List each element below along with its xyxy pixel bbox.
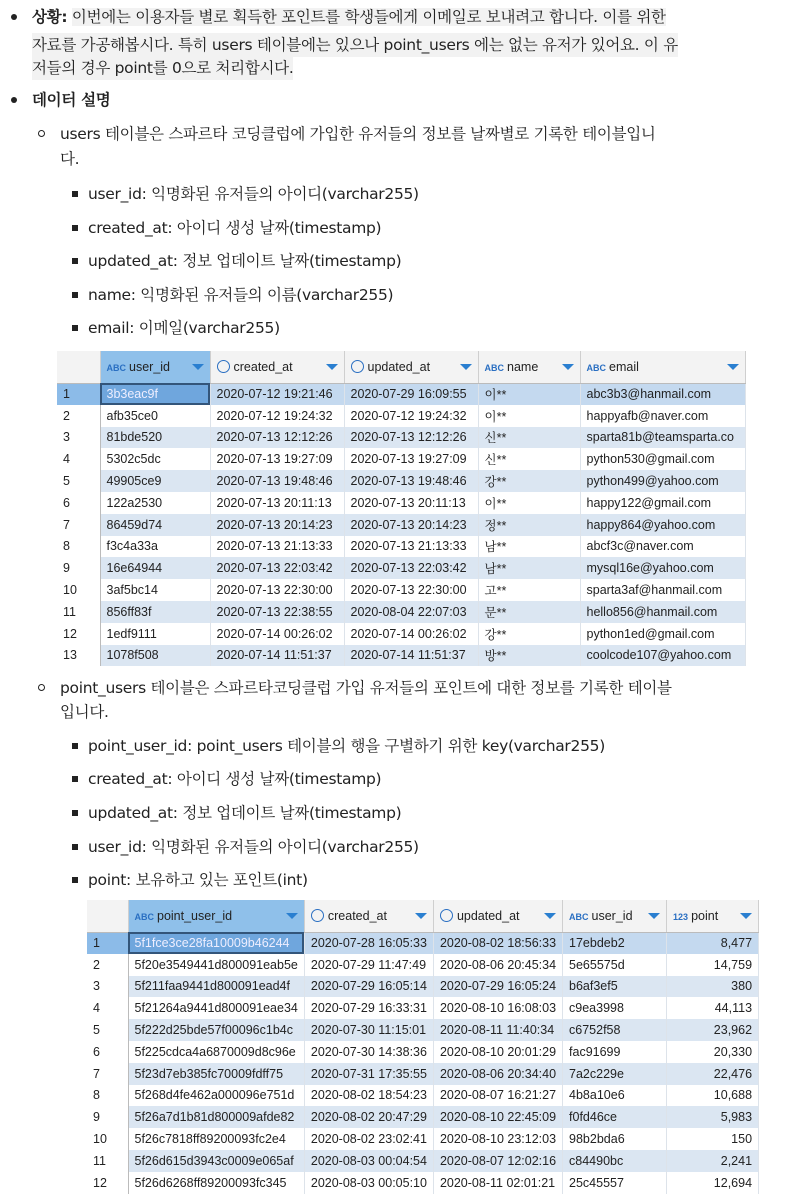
cell-updated-at[interactable]: 2020-07-13 19:27:09 (344, 448, 478, 470)
cell-point-user-id[interactable]: 5f23d7eb385fc70009fdff75 (128, 1063, 304, 1085)
cell-user-id[interactable]: 17ebdeb2 (563, 932, 667, 954)
cell-user-id[interactable]: 25c45557 (563, 1172, 667, 1194)
cell-user-id[interactable]: 81bde520 (100, 427, 210, 449)
column-header-email[interactable] (580, 351, 745, 383)
square-bullet-icon (72, 325, 78, 331)
row-number-header (57, 351, 100, 383)
cell-updated-at[interactable]: 2020-08-06 20:45:34 (433, 954, 562, 976)
cell-email[interactable]: happy864@yahoo.com (580, 514, 745, 536)
cell-point[interactable]: 8,477 (667, 932, 759, 954)
point-users-desc-2: 입니다. (60, 703, 109, 721)
cell-point[interactable]: 12,694 (667, 1172, 759, 1194)
table-row[interactable] (87, 954, 759, 976)
column-label: created_at (233, 359, 293, 374)
clock-icon (217, 360, 230, 373)
cell-name[interactable]: 이** (478, 383, 580, 405)
cell-created-at[interactable]: 2020-07-12 19:24:32 (210, 405, 344, 427)
row-number[interactable]: 12 (87, 1172, 128, 1194)
cell-name[interactable]: 강** (478, 623, 580, 645)
field-description: user_id: 익명화된 유저들의 아이디(varchar255) (88, 185, 419, 203)
cell-point-user-id[interactable]: 5f26a7d1b81d800009afde82 (128, 1106, 304, 1128)
table-row[interactable] (87, 932, 759, 954)
table-row[interactable] (57, 557, 745, 579)
field-description: updated_at: 정보 업데이트 날짜(timestamp) (88, 804, 402, 822)
table-row[interactable] (57, 514, 745, 536)
cell-email[interactable]: sparta81b@teamsparta.co (580, 427, 745, 449)
cell-user-id[interactable]: f0fd46ce (563, 1106, 667, 1128)
square-bullet-icon (72, 776, 78, 782)
column-header-user-id[interactable] (100, 351, 210, 383)
cell-user-id[interactable]: 98b2bda6 (563, 1128, 667, 1150)
sort-dropdown-icon[interactable] (648, 913, 660, 919)
square-bullet-icon (72, 844, 78, 850)
cell-user-id[interactable]: 4b8a10e6 (563, 1085, 667, 1107)
table-row[interactable] (87, 1150, 759, 1172)
cell-point[interactable]: 20,330 (667, 1041, 759, 1063)
square-bullet-icon (72, 292, 78, 298)
section-title: 데이터 설명 (32, 91, 111, 109)
row-number[interactable]: 6 (87, 1041, 128, 1063)
field-description: created_at: 아이디 생성 날짜(timestamp) (88, 770, 382, 788)
intro-line-3: 저들의 경우 point를 0으로 처리합시다. (32, 56, 293, 80)
square-bullet-icon (72, 877, 78, 883)
row-number[interactable]: 5 (57, 470, 100, 492)
cell-created-at[interactable]: 2020-07-14 11:51:37 (210, 645, 344, 667)
cell-user-id[interactable]: 7a2c229e (563, 1063, 667, 1085)
column-header-created-at[interactable] (210, 351, 344, 383)
sort-dropdown-icon[interactable] (460, 364, 472, 370)
cell-name[interactable]: 신** (478, 427, 580, 449)
cell-user-id[interactable]: 5302c5dc (100, 448, 210, 470)
cell-name[interactable]: 정** (478, 514, 580, 536)
cell-point-user-id[interactable]: 5f21264a9441d800091eae34 (128, 997, 304, 1019)
bullet-icon (11, 97, 17, 103)
header-row (57, 351, 745, 383)
cell-updated-at[interactable]: 2020-07-13 12:12:26 (344, 427, 478, 449)
cell-updated-at[interactable]: 2020-07-29 16:09:55 (344, 383, 478, 405)
column-label: name (507, 359, 539, 374)
cell-name[interactable]: 방** (478, 645, 580, 667)
cell-email[interactable]: python530@gmail.com (580, 448, 745, 470)
row-number[interactable]: 8 (57, 536, 100, 558)
cell-user-id[interactable]: c9ea3998 (563, 997, 667, 1019)
cell-name[interactable]: 이** (478, 405, 580, 427)
intro-text: 이번에는 이용자들 별로 획득한 포인트를 학생들에게 이메일로 보내려고 합니다. 이를 위한 (71, 8, 666, 26)
circle-bullet-icon (38, 684, 45, 691)
field-description: updated_at: 정보 업데이트 날짜(timestamp) (88, 252, 402, 270)
cell-updated-at[interactable]: 2020-07-14 00:26:02 (344, 623, 478, 645)
cell-created-at[interactable]: 2020-07-31 17:35:55 (304, 1063, 433, 1085)
sort-dropdown-icon[interactable] (727, 364, 739, 370)
cell-created-at[interactable]: 2020-07-30 14:38:36 (304, 1041, 433, 1063)
square-bullet-icon (72, 191, 78, 197)
users-table (57, 351, 746, 666)
text-type-icon: ABC (134, 911, 154, 922)
cell-created-at[interactable]: 2020-07-13 22:38:55 (210, 601, 344, 623)
cell-created-at[interactable]: 2020-07-13 12:12:26 (210, 427, 344, 449)
clock-icon (351, 360, 364, 373)
cell-email[interactable]: abc3b3@hanmail.com (580, 383, 745, 405)
square-bullet-icon (72, 743, 78, 749)
text-type-icon: ABC (484, 362, 504, 373)
column-label: point (691, 908, 719, 923)
cell-email[interactable]: happyafb@naver.com (580, 405, 745, 427)
column-label: updated_at (367, 359, 431, 374)
cell-point[interactable]: 22,476 (667, 1063, 759, 1085)
cell-created-at[interactable]: 2020-07-13 19:27:09 (210, 448, 344, 470)
row-number[interactable]: 5 (87, 1019, 128, 1041)
table-row[interactable] (87, 1085, 759, 1107)
table-row[interactable] (87, 1172, 759, 1194)
row-number[interactable]: 11 (87, 1150, 128, 1172)
cell-name[interactable]: 남** (478, 536, 580, 558)
table-row[interactable] (87, 1019, 759, 1041)
cell-user-id[interactable]: c84490bc (563, 1150, 667, 1172)
cell-user-id[interactable]: 5e65575d (563, 954, 667, 976)
table-row[interactable] (87, 976, 759, 998)
cell-email[interactable]: mysql16e@yahoo.com (580, 557, 745, 579)
cell-updated-at[interactable]: 2020-07-12 19:24:32 (344, 405, 478, 427)
row-number[interactable]: 2 (87, 954, 128, 976)
table-row[interactable] (87, 997, 759, 1019)
cell-created-at[interactable]: 2020-07-13 22:30:00 (210, 579, 344, 601)
column-header-user-id[interactable] (563, 900, 667, 932)
field-description: created_at: 아이디 생성 날짜(timestamp) (88, 219, 382, 237)
circle-bullet-icon (38, 130, 45, 137)
cell-point-user-id[interactable]: 5f26d615d3943c0009e065af (128, 1150, 304, 1172)
cell-point-user-id[interactable]: 5f268d4fe462a000096e751d (128, 1085, 304, 1107)
table-row[interactable] (57, 536, 745, 558)
cell-point-user-id[interactable]: 5f1fce3ce28fa10009b46244 (128, 932, 304, 954)
text-type-icon: ABC (106, 362, 126, 373)
cell-email[interactable]: python499@yahoo.com (580, 470, 745, 492)
sort-dropdown-icon[interactable] (415, 913, 427, 919)
cell-email[interactable]: abcf3c@naver.com (580, 536, 745, 558)
row-number[interactable]: 1 (87, 932, 128, 954)
cell-point[interactable]: 14,759 (667, 954, 759, 976)
clock-icon (440, 909, 453, 922)
cell-name[interactable]: 신** (478, 448, 580, 470)
sort-dropdown-icon[interactable] (544, 913, 556, 919)
column-header-point-user-id[interactable] (128, 900, 304, 932)
cell-email[interactable]: happy122@gmail.com (580, 492, 745, 514)
cell-user-id[interactable]: 122a2530 (100, 492, 210, 514)
cell-created-at[interactable]: 2020-07-13 19:48:46 (210, 470, 344, 492)
column-label: point_user_id (157, 908, 233, 923)
sort-dropdown-icon[interactable] (326, 364, 338, 370)
cell-created-at[interactable]: 2020-07-29 16:33:31 (304, 997, 433, 1019)
cell-created-at[interactable]: 2020-07-28 16:05:33 (304, 932, 433, 954)
table-row[interactable] (57, 448, 745, 470)
cell-name[interactable]: 문** (478, 601, 580, 623)
row-number[interactable]: 10 (57, 579, 100, 601)
cell-point[interactable]: 10,688 (667, 1085, 759, 1107)
sort-dropdown-icon[interactable] (740, 913, 752, 919)
cell-point[interactable]: 150 (667, 1128, 759, 1150)
cell-point[interactable]: 44,113 (667, 997, 759, 1019)
field-description: email: 이메일(varchar255) (88, 319, 280, 337)
cell-user-id[interactable]: 16e64944 (100, 557, 210, 579)
number-type-icon: 123 (673, 911, 689, 922)
column-label: user_id (591, 908, 633, 923)
field-description: point: 보유하고 있는 포인트(int) (88, 871, 308, 889)
cell-created-at[interactable]: 2020-07-29 11:47:49 (304, 954, 433, 976)
cell-created-at[interactable]: 2020-08-02 18:54:23 (304, 1085, 433, 1107)
row-number[interactable]: 1 (57, 383, 100, 405)
cell-updated-at[interactable]: 2020-08-06 20:34:40 (433, 1063, 562, 1085)
square-bullet-icon (72, 225, 78, 231)
cell-user-id[interactable]: 3af5bc14 (100, 579, 210, 601)
cell-point-user-id[interactable]: 5f222d25bde57f00096c1b4c (128, 1019, 304, 1041)
cell-point-user-id[interactable]: 5f26c7818ff89200093fc2e4 (128, 1128, 304, 1150)
cell-user-id[interactable]: fac91699 (563, 1041, 667, 1063)
cell-updated-at[interactable]: 2020-07-13 21:13:33 (344, 536, 478, 558)
cell-updated-at[interactable]: 2020-08-11 02:01:21 (433, 1172, 562, 1194)
cell-updated-at[interactable]: 2020-07-13 22:03:42 (344, 557, 478, 579)
cell-user-id[interactable]: b6af3ef5 (563, 976, 667, 998)
column-label: email (609, 359, 639, 374)
cell-user-id[interactable]: 86459d74 (100, 514, 210, 536)
cell-user-id[interactable]: 49905ce9 (100, 470, 210, 492)
clock-icon (311, 909, 324, 922)
cell-point[interactable]: 5,983 (667, 1106, 759, 1128)
square-bullet-icon (72, 258, 78, 264)
row-number[interactable]: 3 (87, 976, 128, 998)
cell-user-id[interactable]: 1edf9111 (100, 623, 210, 645)
cell-point-user-id[interactable]: 5f20e3549441d800091eab5e (128, 954, 304, 976)
table-row[interactable] (57, 405, 745, 427)
text-type-icon: ABC (586, 362, 606, 373)
cell-name[interactable]: 이** (478, 492, 580, 514)
cell-email[interactable]: hello856@hanmail.com (580, 601, 745, 623)
row-number[interactable]: 11 (57, 601, 100, 623)
cell-user-id[interactable]: 856ff83f (100, 601, 210, 623)
column-header-point[interactable] (667, 900, 759, 932)
point-users-desc-1: point_users 테이블은 스파르타코딩클럽 가입 유저들의 포인트에 대한 정보를 기록한 테이블 (60, 679, 672, 697)
cell-email[interactable]: sparta3af@hanmail.com (580, 579, 745, 601)
intro-line-2: 자료를 가공해봅시다. 특히 users 테이블에는 있으나 point_users 에는 없는 유저가 있어요. 이 유 (32, 33, 678, 57)
sort-dropdown-icon[interactable] (562, 364, 574, 370)
cell-updated-at[interactable]: 2020-08-04 22:07:03 (344, 601, 478, 623)
cell-created-at[interactable]: 2020-07-13 21:13:33 (210, 536, 344, 558)
text-type-icon: ABC (569, 911, 589, 922)
cell-created-at[interactable]: 2020-07-13 20:11:13 (210, 492, 344, 514)
row-number[interactable]: 3 (57, 427, 100, 449)
column-header-updated-at[interactable] (344, 351, 478, 383)
cell-updated-at[interactable]: 2020-08-10 22:45:09 (433, 1106, 562, 1128)
cell-point-user-id[interactable]: 5f225cdca4a6870009d8c96e (128, 1041, 304, 1063)
field-description: name: 익명화된 유저들의 이름(varchar255) (88, 286, 394, 304)
cell-email[interactable]: coolcode107@yahoo.com (580, 645, 745, 667)
table-row[interactable] (87, 1041, 759, 1063)
cell-updated-at[interactable]: 2020-08-02 18:56:33 (433, 932, 562, 954)
table-row[interactable] (57, 383, 745, 405)
column-header-name[interactable] (478, 351, 580, 383)
cell-updated-at[interactable]: 2020-07-13 19:48:46 (344, 470, 478, 492)
cell-created-at[interactable]: 2020-07-30 11:15:01 (304, 1019, 433, 1041)
square-bullet-icon (72, 810, 78, 816)
column-header-updated-at[interactable] (433, 900, 562, 932)
cell-updated-at[interactable]: 2020-07-13 22:30:00 (344, 579, 478, 601)
row-number-header (87, 900, 128, 932)
row-number[interactable]: 12 (57, 623, 100, 645)
cell-created-at[interactable]: 2020-07-13 22:03:42 (210, 557, 344, 579)
row-number[interactable]: 4 (87, 997, 128, 1019)
table-row[interactable] (87, 1128, 759, 1150)
row-number[interactable]: 7 (57, 514, 100, 536)
table-row[interactable] (57, 623, 745, 645)
sort-dropdown-icon[interactable] (192, 364, 204, 370)
cell-created-at[interactable]: 2020-08-03 00:05:10 (304, 1172, 433, 1194)
cell-created-at[interactable]: 2020-07-14 00:26:02 (210, 623, 344, 645)
field-description: user_id: 익명화된 유저들의 아이디(varchar255) (88, 838, 419, 856)
column-label: created_at (327, 908, 387, 923)
cell-user-id[interactable]: c6752f58 (563, 1019, 667, 1041)
users-desc-2: 다. (60, 150, 80, 168)
table-row[interactable] (57, 601, 745, 623)
cell-name[interactable]: 남** (478, 557, 580, 579)
table-row[interactable] (57, 492, 745, 514)
cell-updated-at[interactable]: 2020-07-29 16:05:24 (433, 976, 562, 998)
point-users-table (87, 900, 759, 1194)
table-row[interactable] (57, 427, 745, 449)
column-label: user_id (129, 359, 170, 374)
table-row[interactable] (57, 645, 745, 667)
cell-updated-at[interactable]: 2020-07-13 20:14:23 (344, 514, 478, 536)
cell-updated-at[interactable]: 2020-08-07 16:21:27 (433, 1085, 562, 1107)
cell-created-at[interactable]: 2020-08-02 20:47:29 (304, 1106, 433, 1128)
column-header-created-at[interactable] (304, 900, 433, 932)
cell-user-id[interactable]: afb35ce0 (100, 405, 210, 427)
bullet-icon (11, 14, 17, 20)
table-row[interactable] (87, 1106, 759, 1128)
cell-point[interactable]: 2,241 (667, 1150, 759, 1172)
cell-created-at[interactable]: 2020-07-12 19:21:46 (210, 383, 344, 405)
field-description: point_user_id: point_users 테이블의 행을 구별하기 위한 key(varchar255) (88, 737, 605, 755)
cell-created-at[interactable]: 2020-08-02 23:02:41 (304, 1128, 433, 1150)
cell-name[interactable]: 강** (478, 470, 580, 492)
row-number[interactable]: 9 (87, 1106, 128, 1128)
row-number[interactable]: 9 (57, 557, 100, 579)
cell-point[interactable]: 23,962 (667, 1019, 759, 1041)
cell-created-at[interactable]: 2020-07-29 16:05:14 (304, 976, 433, 998)
cell-point-user-id[interactable]: 5f211faa9441d800091ead4f (128, 976, 304, 998)
cell-created-at[interactable]: 2020-07-13 20:14:23 (210, 514, 344, 536)
header-row (87, 900, 759, 932)
cell-user-id[interactable]: 3b3eac9f (100, 383, 210, 405)
cell-point[interactable]: 380 (667, 976, 759, 998)
cell-user-id[interactable]: 1078f508 (100, 645, 210, 667)
table-row[interactable] (57, 470, 745, 492)
sort-dropdown-icon[interactable] (286, 913, 298, 919)
cell-updated-at[interactable]: 2020-07-14 11:51:37 (344, 645, 478, 667)
cell-updated-at[interactable]: 2020-07-13 20:11:13 (344, 492, 478, 514)
table-row[interactable] (57, 579, 745, 601)
table-row[interactable] (87, 1063, 759, 1085)
row-number[interactable]: 10 (87, 1128, 128, 1150)
cell-point-user-id[interactable]: 5f26d6268ff89200093fc345 (128, 1172, 304, 1194)
cell-updated-at[interactable]: 2020-08-10 23:12:03 (433, 1128, 562, 1150)
row-number[interactable]: 8 (87, 1085, 128, 1107)
users-desc-1: users 테이블은 스파르타 코딩클럽에 가입한 유저들의 정보를 날짜별로 기록한 테이블입니 (60, 125, 656, 143)
cell-name[interactable]: 고** (478, 579, 580, 601)
cell-user-id[interactable]: f3c4a33a (100, 536, 210, 558)
cell-updated-at[interactable]: 2020-08-10 20:01:29 (433, 1041, 562, 1063)
cell-updated-at[interactable]: 2020-08-07 12:02:16 (433, 1150, 562, 1172)
row-number[interactable]: 13 (57, 645, 100, 667)
row-number[interactable]: 4 (57, 448, 100, 470)
cell-created-at[interactable]: 2020-08-03 00:04:54 (304, 1150, 433, 1172)
column-label: updated_at (456, 908, 520, 923)
intro-label: 상황: (32, 8, 68, 26)
cell-email[interactable]: python1ed@gmail.com (580, 623, 745, 645)
row-number[interactable]: 7 (87, 1063, 128, 1085)
intro-line-1 (32, 5, 666, 29)
row-number[interactable]: 6 (57, 492, 100, 514)
row-number[interactable]: 2 (57, 405, 100, 427)
cell-updated-at[interactable]: 2020-08-11 11:40:34 (433, 1019, 562, 1041)
cell-updated-at[interactable]: 2020-08-10 16:08:03 (433, 997, 562, 1019)
